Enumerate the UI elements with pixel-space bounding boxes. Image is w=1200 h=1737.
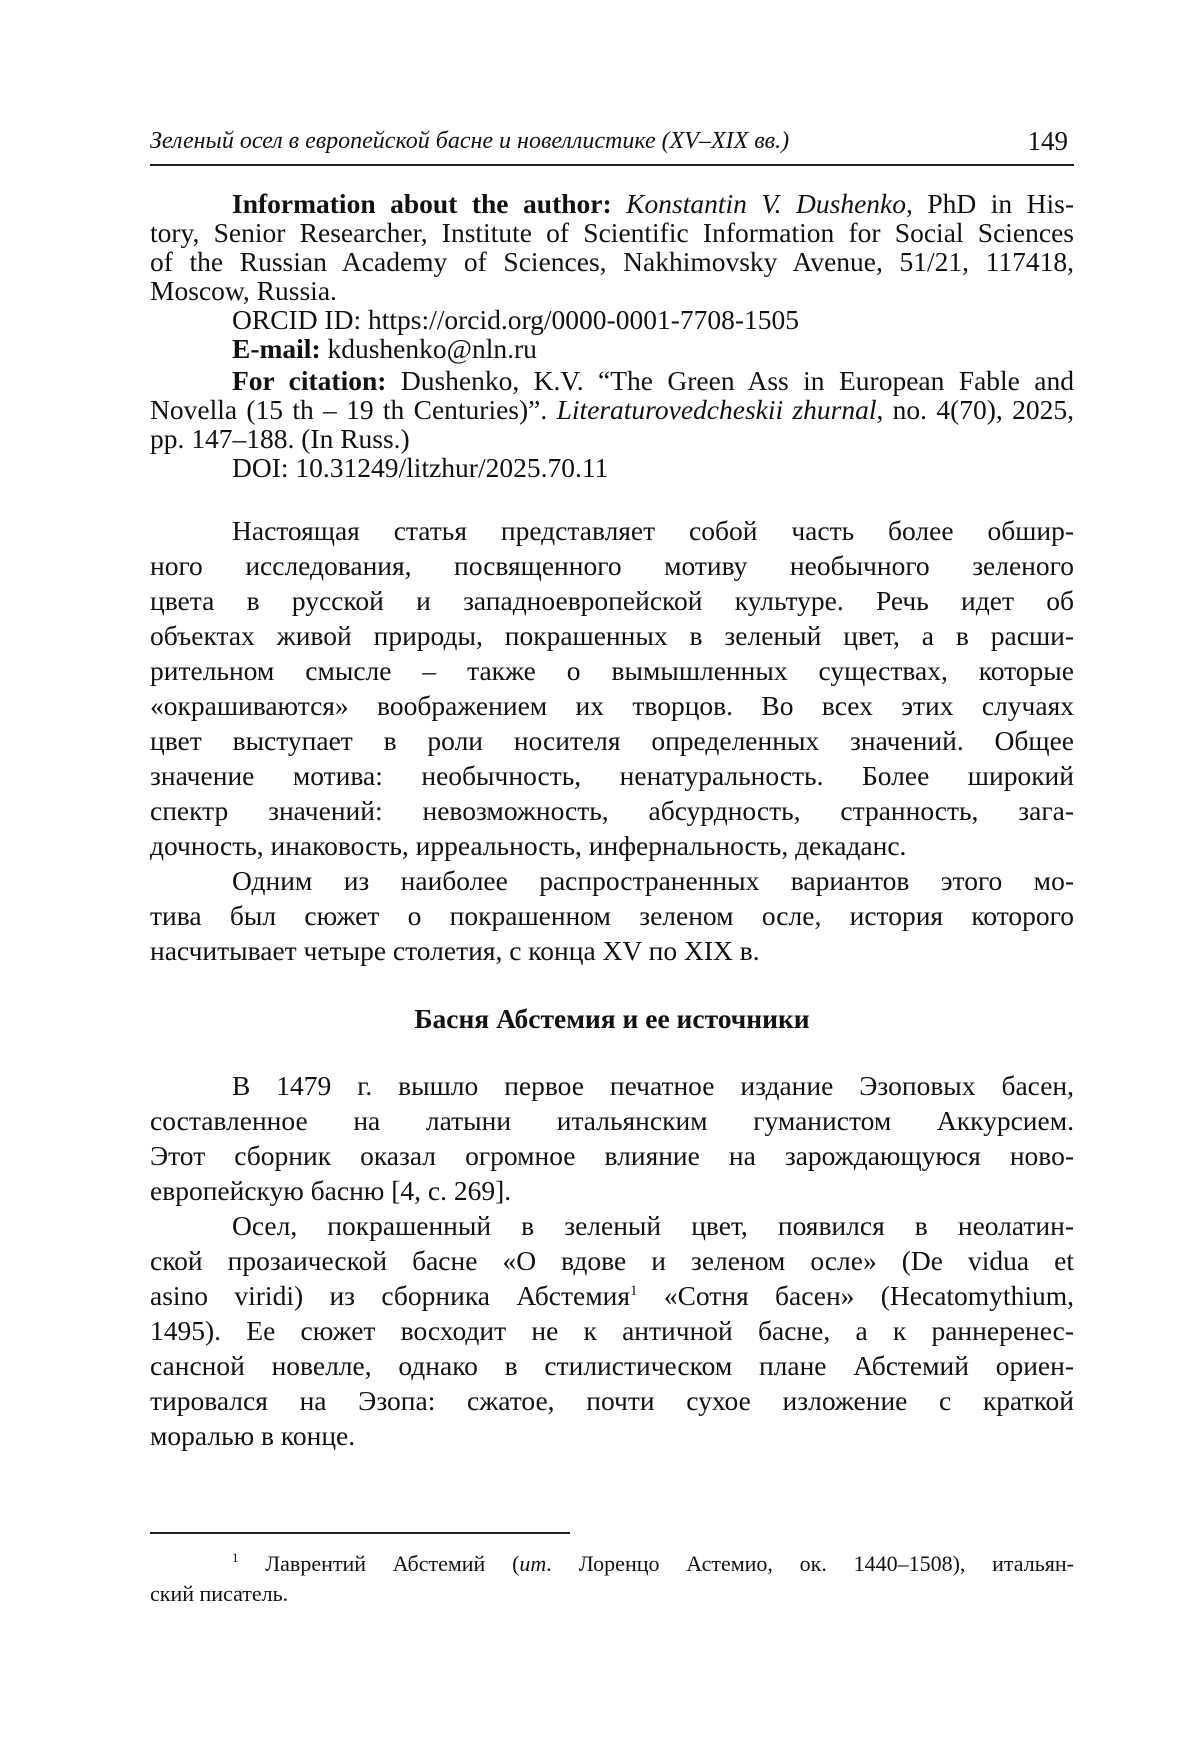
text-line: Настоящая статья представляет собой часть более обшир- (232, 515, 1074, 546)
email-value: kdushenko@nln.ru (320, 333, 537, 364)
email-line (232, 332, 1074, 366)
author-info-text: , PhD in His- (905, 188, 1075, 219)
orcid: ORCID ID: https://orcid.org/0000-0001-7708-1505 (232, 304, 800, 335)
footnote-reference[interactable]: 1 (629, 1283, 638, 1299)
text-line (150, 1279, 1074, 1313)
text-fragment: asino viridi) из сборника Абстемия (150, 1280, 630, 1311)
text-line: Одним из наиболее распространенных вариантов этого мо- (232, 865, 1074, 896)
text-line: Осел, покрашенный в зеленый цвет, появился в неолатин- (232, 1210, 1074, 1241)
citation-text: Dushenko, K.V. “The Green Ass in European Fable and (386, 365, 1074, 396)
footnote-line: ский писатель. (150, 1581, 289, 1606)
author-name: Konstantin V. Dushenko (626, 188, 906, 219)
author-info-line: Moscow, Russia. (150, 275, 337, 306)
text-line: ской прозаической басне «О вдове и зеленом осле» (De vidua et (150, 1245, 1074, 1276)
text-line: В 1479 г. вышло первое печатное издание Эзоповых басен, (232, 1070, 1074, 1101)
text-line: насчитывает четыре столетия, с конца XV по XIX в. (150, 935, 760, 966)
footnote-divider (150, 1532, 570, 1534)
footnote-marker: 1 (232, 1550, 239, 1565)
text-line: 1495). Ее сюжет восходит не к античной басне, а к раннеренес- (150, 1315, 1074, 1346)
citation-line: pp. 147–188. (In Russ.) (150, 423, 410, 454)
text-line: ного исследования, посвященного мотиву необычного зеленого (150, 550, 1074, 581)
text-line: объектах живой природы, покрашенных в зеленый цвет, а в расши- (150, 620, 1074, 651)
doi: DOI: 10.31249/litzhur/2025.70.11 (232, 452, 609, 483)
text-line: «окрашиваются» воображением их творцов. Во всех этих случаях (150, 690, 1074, 721)
citation-text: , no. 4(70), 2025, (876, 394, 1074, 425)
text-line: тива был сюжет о покрашенном зеленом осле, история которого (150, 900, 1074, 931)
citation-journal: Literaturovedcheskii zhurnal (556, 394, 877, 425)
text-fragment: «Сотня басен» (Hecatomythium, (637, 1280, 1074, 1311)
text-line: цвет выступает в роли носителя определенных значений. Общее (150, 725, 1074, 756)
author-info-line: tory, Senior Researcher, Institute of Scientific Information for Social Sciences (150, 217, 1074, 248)
author-info-line: of the Russian Academy of Sciences, Nakhimovsky Avenue, 51/21, 117418, (150, 246, 1074, 277)
text-line: дочность, инаковость, ирреальность, инфернальность, декаданс. (150, 830, 907, 861)
running-title: Зеленый осел в европейской басне и новеллистике (XV–XIX вв.) (150, 128, 790, 154)
citation-text: Novella (15 th – 19 th Centuries)”. (150, 394, 557, 425)
footnote-text: Лаврентий Абстемий ( (238, 1551, 520, 1576)
text-line: сансной новелле, однако в стилистическом плане Абстемий ориен- (150, 1350, 1074, 1381)
page (150, 0, 1074, 1737)
page-number: 149 (1027, 126, 1068, 156)
text-line: тировался на Эзопа: сжатое, почти сухое изложение с краткой (150, 1385, 1074, 1416)
running-header (150, 124, 1074, 166)
email-label: E-mail: (232, 333, 321, 364)
citation-label: For citation: (232, 365, 387, 396)
text-line: рительном смысле – также о вымышленных существах, которые (150, 655, 1074, 686)
section-heading: Басня Абстемия и ее источники (414, 1003, 810, 1034)
footnote-text: Лоренцо Астемио, ок. 1440–1508), итальян- (552, 1551, 1074, 1576)
footnote-line (232, 1549, 1074, 1579)
text-line: спектр значений: невозможность, абсурдность, странность, зага- (150, 795, 1074, 826)
text-line: европейскую басню [4, с. 269]. (150, 1175, 512, 1206)
author-label: Information about the author: (232, 188, 612, 219)
text-line: Этот сборник оказал огромное влияние на зарождающуюся ново- (150, 1140, 1074, 1171)
text-line: составленное на латыни итальянским гуманистом Аккурсием. (150, 1105, 1074, 1136)
text-line: моралью в конце. (150, 1420, 356, 1451)
text-line: цвета в русской и западноевропейской культуре. Речь идет об (150, 585, 1074, 616)
footnote-italic: ит. (519, 1551, 553, 1576)
text-line: значение мотива: необычность, ненатуральность. Более широкий (150, 760, 1074, 791)
